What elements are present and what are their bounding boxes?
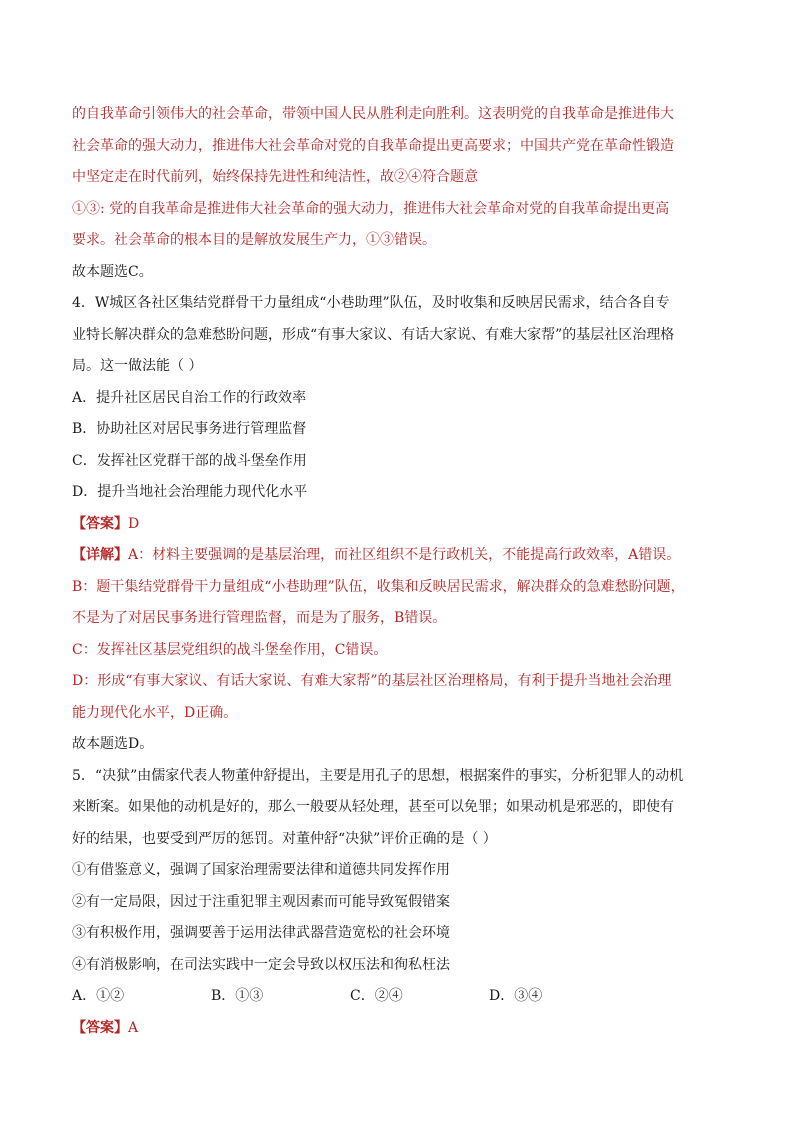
- q5-statement-3: ③有积极作用，强调要善于运用法律武器营造宽松的社会环境: [72, 925, 450, 941]
- prev-analysis-line-3: 中坚定走在时代前列，始终保持先进性和纯洁性，故②④符合题意: [72, 169, 478, 185]
- q5-stem-line-3: 好的结果，也要受到严厉的惩罚。对董仲舒“决狱”评价正确的是（ ）: [72, 830, 497, 847]
- q4-stem-line-3: 局。这一做法能（ ）: [72, 358, 203, 374]
- q4-detail-line-b2: 不是为了对居民事务进行管理监督，而是为了服务，B错误。: [72, 610, 447, 626]
- q4-detail-first: [72, 540, 732, 572]
- q4-stem-line-1: 4．W城区各社区集结党群骨干力量组成“小巷助理”队伍，及时收集和反映居民需求，结合各自专: [72, 295, 670, 311]
- q5-option-b: B．①③: [211, 988, 264, 1004]
- q4-detail-line-d1: D：形成“有事大家议、有话大家说、有难大家帮”的基层社区治理格局，有利于提升当地社会治理: [72, 673, 672, 689]
- document-content: [72, 99, 732, 1044]
- q5-stem-line-1: 5．“决狱”由儒家代表人物董仲舒提出，主要是用孔子的思想，根据案件的事实，分析犯罪人的动机: [72, 767, 684, 784]
- prev-analysis-line-2: 社会革命的强大动力，推进伟大社会革命对党的自我革命提出更高要求；中国共产党在革命性锻造: [72, 137, 674, 154]
- q5-answer-label: 【答案】: [72, 1019, 128, 1036]
- q4-detail-line-b1: B：题干集结党群骨干力量组成“小巷助理”队伍，收集和反映居民需求，解决群众的急难愁盼问题，: [72, 578, 685, 595]
- q5-statement-2: ②有一定局限，因过于注重犯罪主观因素而可能导致冤假错案: [72, 893, 450, 910]
- q5-statement-4: ④有消极影响，在司法实践中一定会导致以权压法和徇私枉法: [72, 956, 450, 973]
- prev-analysis-line-5: 要求。社会革命的根本目的是解放发展生产力，①③错误。: [72, 232, 436, 248]
- q4-detail-a: A：材料主要强调的是基层治理，而社区组织不是行政机关，不能提高行政效率，A错误。: [128, 547, 681, 563]
- q4-answer: [72, 509, 732, 541]
- q4-option-b: B．协助社区对居民事务进行管理监督: [72, 421, 307, 437]
- prev-analysis-line-1: 的自我革命引领伟大的社会革命，带领中国人民从胜利走向胜利。这表明党的自我革命是推进伟大: [72, 106, 674, 122]
- q5-answer: [72, 1013, 732, 1045]
- q4-detail-label: 【详解】: [72, 547, 128, 563]
- q4-conclusion: 故本题选D。: [72, 736, 154, 752]
- q5-stem-line-2: 来断案。如果他的动机是好的，那么一般要从轻处理，甚至可以免罪；如果动机是邪恶的，即使有: [72, 799, 674, 815]
- prev-conclusion: 故本题选C。: [72, 263, 153, 280]
- prev-analysis-line-4: ①③: 党的自我革命是推进伟大社会革命的强大动力，推进伟大社会革命对党的自我革命提出更高: [72, 200, 670, 217]
- q4-answer-label: 【答案】: [72, 515, 128, 532]
- q4-detail-line-d2: 能力现代化水平，D正确。: [72, 704, 238, 721]
- q5-options: [72, 981, 732, 1013]
- q4-option-c: C．发挥社区党群干部的战斗堡垒作用: [72, 452, 307, 469]
- q5-statement-1: ①有借鉴意义，强调了国家治理需要法律和道德共同发挥作用: [72, 862, 450, 878]
- q5-option-c: C．②④: [350, 988, 403, 1004]
- q5-option-a: A．①②: [72, 988, 125, 1004]
- q5-option-d: D．③④: [489, 988, 543, 1004]
- q4-option-d: D．提升当地社会治理能力现代化水平: [72, 484, 308, 500]
- q4-detail-line-c: C：发挥社区基层党组织的战斗堡垒作用，C错误。: [72, 641, 388, 658]
- q4-answer-value: D: [128, 515, 140, 532]
- q5-answer-value: A: [128, 1019, 139, 1036]
- q4-stem-line-2: 业特长解决群众的急难愁盼问题，形成“有事大家议、有话大家说、有难大家帮”的基层社区治理格: [72, 326, 675, 343]
- q4-option-a: A．提升社区居民自治工作的行政效率: [72, 389, 307, 406]
